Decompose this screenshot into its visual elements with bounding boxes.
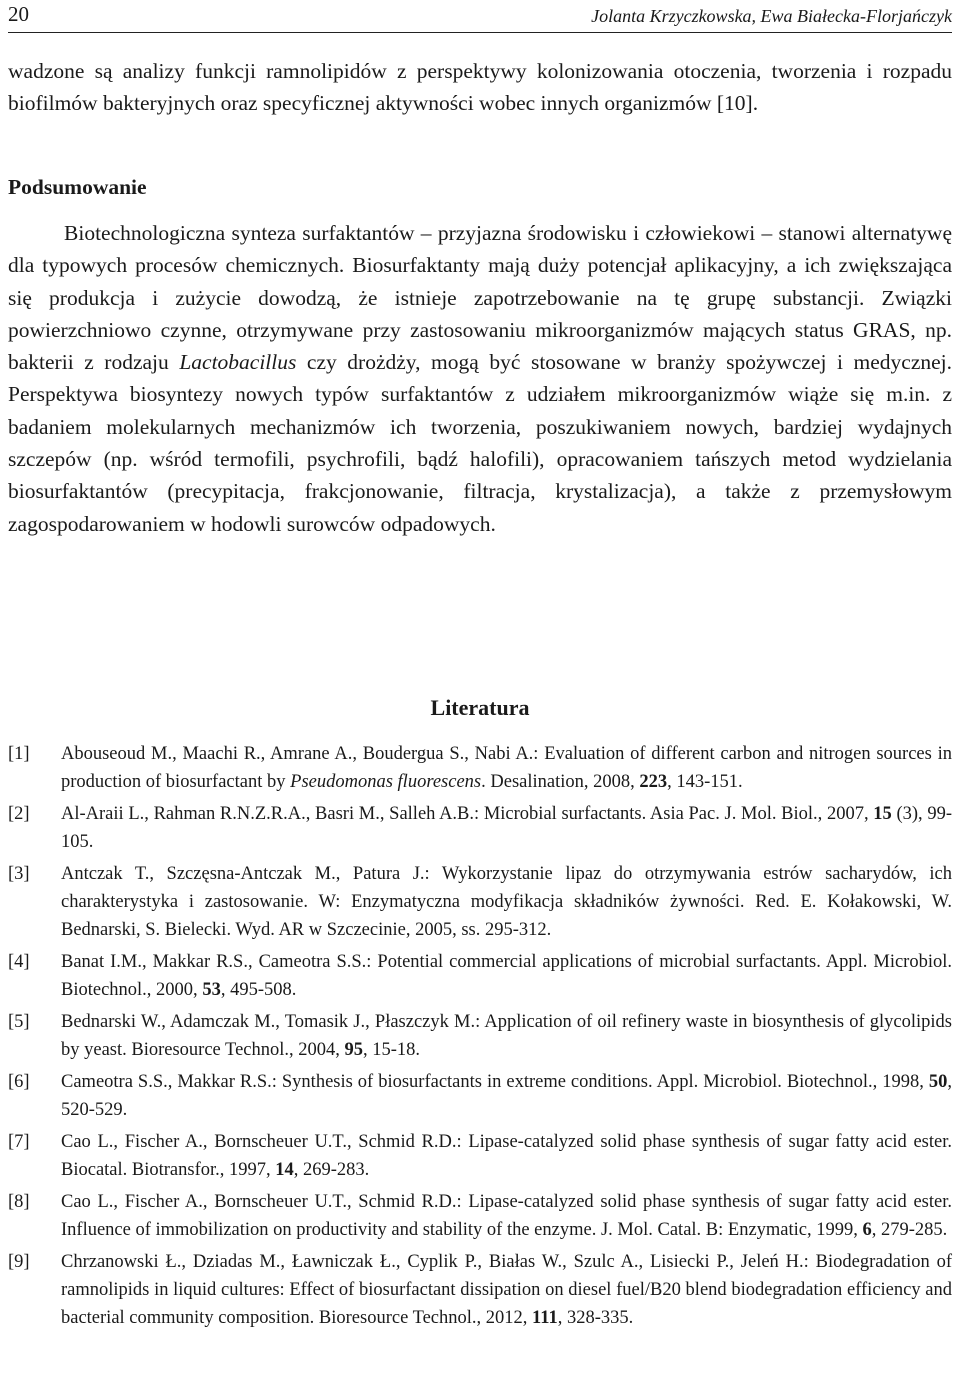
reference-text: Banat I.M., Makkar R.S., Cameotra S.S.: Potential commercial applications of microbial surfactants. Appl. Microbiol. Biotechnol., 2000, <box>61 952 952 1000</box>
reference-number: [2] <box>8 804 30 824</box>
reference-text: Al-Araii L., Rahman R.N.Z.R.A., Basri M., Salleh A.B.: Microbial surfactants. Asia Pac. J. Mol. Biol., 2007, <box>61 804 874 824</box>
section-heading: Podsumowanie <box>8 175 147 199</box>
reference-number: [8] <box>8 1192 30 1212</box>
reference-italic: Pseudomonas fluorescens <box>290 772 482 792</box>
reference-volume: 6 <box>862 1220 872 1240</box>
reference-number: [4] <box>8 952 30 972</box>
page-header <box>8 2 952 33</box>
reference-text: Cameotra S.S., Makkar R.S.: Synthesis of biosurfactants in extreme conditions. Appl. Microbiol. Biotechnol., 1998, <box>61 1072 929 1092</box>
reference-item <box>8 800 952 856</box>
reference-volume: 111 <box>532 1308 558 1328</box>
reference-pages: , 269-283. <box>293 1160 370 1180</box>
reference-pages: , 279-285. <box>871 1220 948 1240</box>
summary-text-1: Biotechnologiczna synteza surfaktantów – przyjazna środowisku i człowiekowi – stanowi alternatywę dla typowych procesów chemicznych. Biosurfaktanty mają duży potencjał aplikacyjny, a ich zwiększająca się produkcja i zużycie dowodzą, że istnieje zapotrzebowanie na tę grupę substancji. Związki powierzchniowo czynne, otrzymywane przy zastosowaniu mikroorganizmów mających status GRAS, np. bakterii z rodzaju <box>8 221 952 375</box>
literature-title: Literatura <box>430 695 530 720</box>
reference-pages: (3), 99-105. <box>61 804 953 852</box>
reference-text-mid: . Desalination, 2008, <box>481 772 640 792</box>
reference-number: [3] <box>8 864 30 884</box>
reference-item <box>8 1008 952 1064</box>
reference-item <box>8 1188 952 1244</box>
reference-volume: 53 <box>202 980 221 1000</box>
reference-number: [5] <box>8 1012 30 1032</box>
reference-text: Bednarski W., Adamczak M., Tomasik J., Płaszczyk M.: Application of oil refinery waste in biosynthesis of glycolipids by yeast. Bioresource Technol., 2004, <box>61 1012 952 1060</box>
summary-paragraph <box>8 217 952 540</box>
reference-volume: 14 <box>275 1160 294 1180</box>
intro-paragraph: wadzone są analizy funkcji ramnolipidów z perspektywy kolonizowania otoczenia, tworzenia i rozpadu biofilmów bakteryjnych oraz specyficznej aktywności wobec innych organizmów [10]. <box>8 59 952 116</box>
reference-text: Abouseoud M., Maachi R., Amrane A., Boudergua S., Nabi A.: Evaluation of different carbon and nitrogen sources in production of biosurfactant by <box>61 744 952 792</box>
reference-pages: , 328-335. <box>557 1308 634 1328</box>
reference-volume: 50 <box>928 1072 948 1092</box>
reference-pages: , 520-529. <box>61 1072 952 1120</box>
reference-number: [6] <box>8 1072 30 1092</box>
reference-text: Cao L., Fischer A., Bornscheuer U.T., Schmid R.D.: Lipase-catalyzed solid phase synthesis of sugar fatty acid ester. Biocatal. Biotransfor., 1997, <box>61 1132 952 1180</box>
page-number: 20 <box>8 2 29 26</box>
reference-text: Cao L., Fischer A., Bornscheuer U.T., Schmid R.D.: Lipase-catalyzed solid phase synthesis of sugar fatty acid ester. Influence of immobilization on productivity and stability of the enzyme. J. Mol. Catal. B: Enzymatic, 1999, <box>61 1192 952 1240</box>
reference-pages: , 495-508. <box>220 980 297 1000</box>
reference-pages: , 143-151. <box>667 772 743 792</box>
reference-text: Chrzanowski Ł., Dziadas M., Ławniczak Ł., Cyplik P., Białas W., Szulc A., Lisiecki P., Jeleń H.: Biodegradation of ramnolipids in liquid cultures: Effect of biosurfactant dissipation on diesel fuel/B20 blend biodegradation efficiency and bacterial community composition. Bioresource Technol., 2012, <box>61 1252 952 1328</box>
reference-item <box>8 1128 952 1184</box>
running-head: Jolanta Krzyczkowska, Ewa Białecka-Florjańczyk <box>591 6 952 26</box>
reference-list <box>8 740 952 1336</box>
reference-item <box>8 948 952 1004</box>
genus-name: Lactobacillus <box>179 350 297 375</box>
reference-volume: 223 <box>639 772 668 792</box>
reference-volume: 15 <box>873 804 892 824</box>
reference-number: [9] <box>8 1252 30 1272</box>
reference-item <box>8 1248 952 1332</box>
reference-pages: , 15-18. <box>363 1040 421 1060</box>
reference-item <box>8 1068 952 1124</box>
reference-item <box>8 740 952 796</box>
reference-volume: 95 <box>344 1040 364 1060</box>
summary-text-2: czy drożdży, mogą być stosowane w branży spożywczej i medycznej. Perspektywa biosyntezy nowych typów surfaktantów z udziałem mikroorganizmów wiąże się m.in. z badaniem molekularnych mechanizmów ich tworzenia, poszukiwaniem nowych, bardziej wydajnych szczepów (np. wśród termofili, psychrofili, bądź halofili), opracowaniem tańszych metod wydzielania biosurfaktantów (precypitacja, frakcjonowanie, filtracja, krystalizacja), a także z przemysłowym zagospodarowaniem w hodowli surowców odpadowych. <box>8 350 952 536</box>
reference-number: [7] <box>8 1132 30 1152</box>
reference-number: [1] <box>8 744 30 764</box>
reference-item <box>8 860 952 944</box>
reference-text: Antczak T., Szczęsna-Antczak M., Patura J.: Wykorzystanie lipaz do otrzymywania estrów sacharydów, ich charakterystyka i zastosowanie. W: Enzymatyczna modyfikacja składników żywności. Red. E. Kołakowski, W. Bednarski, S. Bielecki. Wyd. AR w Szczecinie, 2005, ss. 295-312. <box>61 864 952 940</box>
